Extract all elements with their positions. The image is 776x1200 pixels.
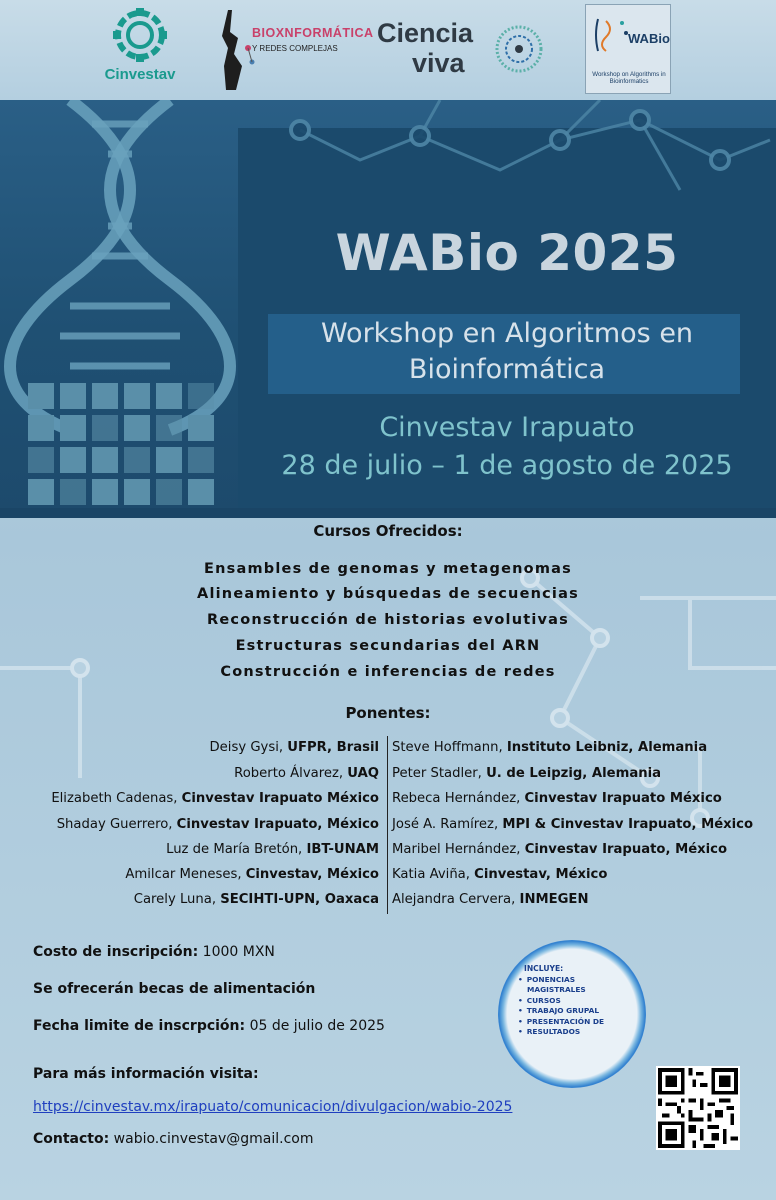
speakers-divider [387,736,388,914]
event-subtitle-line1: Workshop en Algoritmos en [320,318,694,349]
speaker-entry: Maribel Hernández, Cinvestav Irapuato, México [392,842,728,857]
speaker-entry: Shaday Guerrero, Cinvestav Irapuato, México [56,817,379,832]
more-info-label: Para más información visita: [33,1066,259,1082]
course-item: Alineamiento y búsquedas de secuencias [197,586,579,602]
speaker-entry: Alejandra Cervera, INMEGEN [392,892,589,907]
speakers-heading: Ponentes: [345,704,431,722]
registration-cost: Costo de inscripción: 1000 MXN [33,944,275,960]
tile-grid-decoration [28,383,218,508]
ciencia-viva-line1: Ciencia [377,18,474,48]
scholarships-note: Se ofrecerán becas de alimentación [33,981,316,997]
speaker-entry: Amilcar Meneses, Cinvestav, México [125,867,379,882]
includes-item: • RESULTADOS [518,1027,604,1037]
includes-badge [498,940,646,1088]
qr-code-icon [658,1068,738,1148]
bioinformatica-logo-line2: Y REDES COMPLEJAS [252,44,338,53]
speaker-entry: Katia Aviña, Cinvestav, México [392,867,608,882]
includes-item: • TRABAJO GRUPAL [518,1006,604,1016]
hero-bottom-band [0,508,776,518]
speaker-entry: Carely Luna, SECIHTI-UPN, Oaxaca [133,892,379,907]
qr-code[interactable] [656,1066,740,1150]
wabio-logo-subtitle: Workshop on Algorithms in Bioinformatics [592,71,666,85]
cinvestav-logo-label: Cinvestav [104,66,176,83]
includes-item: • CURSOS [518,996,604,1006]
speaker-entry: Luz de María Bretón, IBT-UNAM [166,842,379,857]
ciencia-viva-logo [372,4,552,96]
contact-line: Contacto: wabio.cinvestav@gmail.com [33,1131,314,1147]
ciencia-viva-line2: viva [412,48,465,78]
hero-banner [0,100,776,518]
includes-item: MAGISTRALES [527,985,586,995]
cinvestav-logo [100,4,180,96]
speaker-entry: Roberto Álvarez, UAQ [234,766,379,781]
includes-item: • PRESENTACIÓN DE [518,1017,604,1027]
includes-list [518,975,604,1037]
wabio-logo-name: WABio [628,31,670,46]
dna-tree-icon [592,15,632,55]
includes-heading: INCLUYE: [524,964,564,973]
course-item: Reconstrucción de historias evolutivas [207,612,569,628]
registration-deadline: Fecha limite de inscrpción: 05 de julio de 2025 [33,1018,385,1034]
course-item: Estructuras secundarias del ARN [235,638,541,654]
event-place: Cinvestav Irapuato [379,412,635,443]
course-item: Construcción e inferencias de redes [220,664,556,680]
event-title: WABio 2025 [335,224,679,282]
speaker-entry: Deisy Gysi, UFPR, Brasil [209,740,379,755]
cinvestav-emblem-icon [112,6,168,64]
tree-of-life-icon [494,24,544,74]
courses-heading: Cursos Ofrecidos: [313,522,463,540]
speaker-entry: Peter Stadler, U. de Leipzig, Alemania [392,766,662,781]
speaker-entry: José A. Ramírez, MPI & Cinvestav Irapuato, México [392,817,754,832]
logo-strip [0,0,776,100]
includes-item: • PONENCIAS [518,975,604,985]
bioinformatica-logo-line1: BIOXNFORMÁTICA [252,26,374,40]
speaker-entry: Steve Hoffmann, Instituto Leibniz, Alemania [392,740,708,755]
course-item: Ensambles de genomas y metagenomas [204,561,572,577]
speaker-entry: Rebeca Hernández, Cinvestav Irapuato México [392,791,722,806]
bioinformatica-logo [218,4,374,96]
speaker-entry: Elizabeth Cadenas, Cinvestav Irapuato México [51,791,379,806]
event-subtitle-line2: Bioinformática [408,354,606,385]
wabio-logo [585,4,671,94]
event-url-link[interactable]: https://cinvestav.mx/irapuato/comunicacion/divulgacion/wabio-2025 [33,1099,513,1115]
event-dates: 28 de julio – 1 de agosto de 2025 [281,450,733,481]
